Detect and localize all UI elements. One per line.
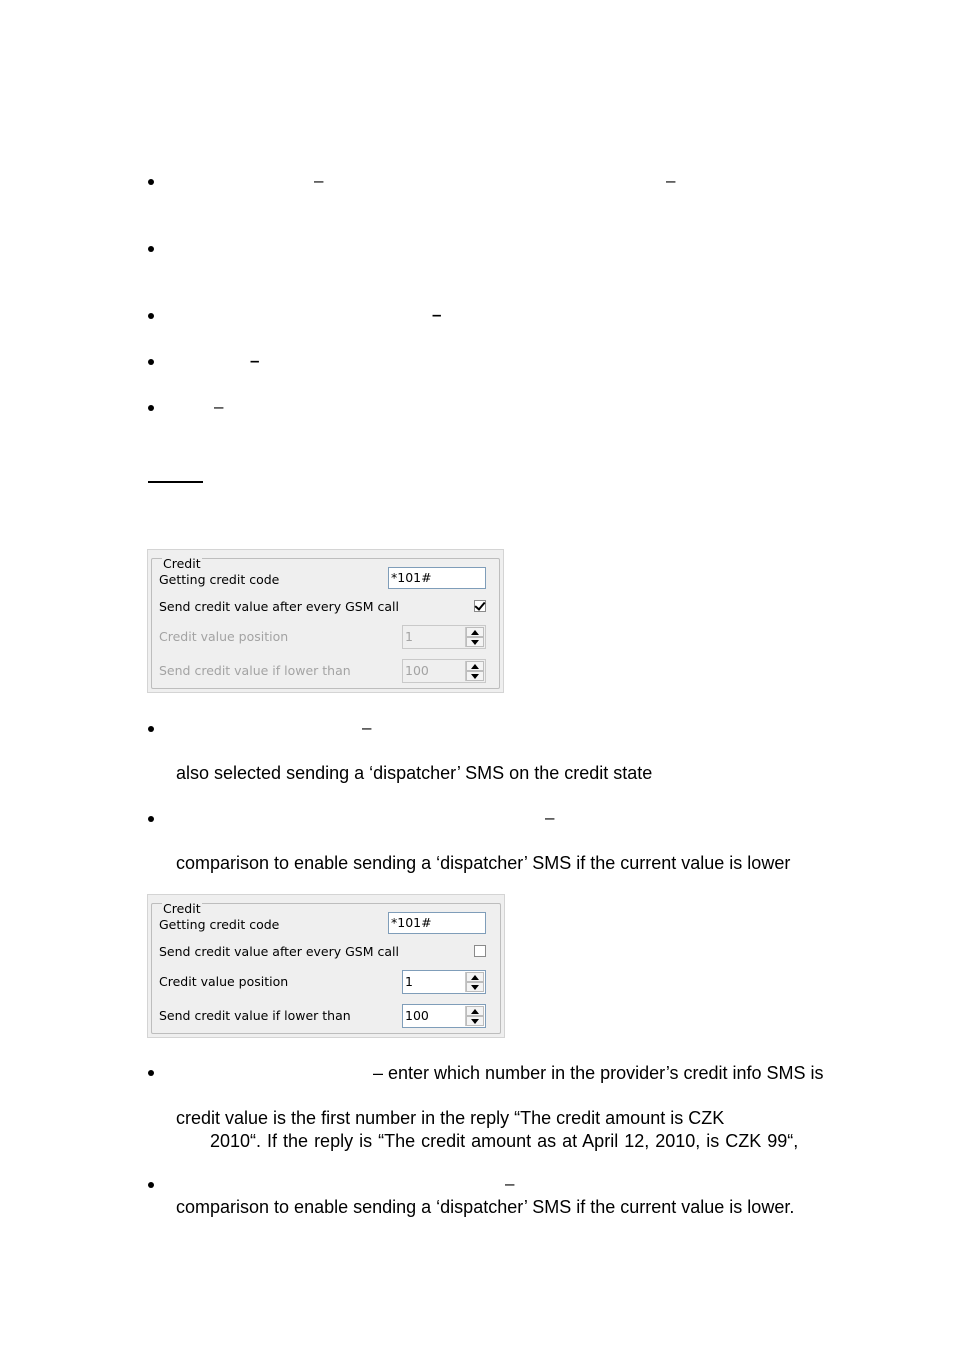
dash-mark: – <box>666 171 676 190</box>
lower-than-label: Send credit value if lower than <box>159 1008 351 1023</box>
check-mark-icon <box>474 599 485 611</box>
credit-position-spinner[interactable] <box>402 625 486 649</box>
credit-panel-1 <box>147 549 504 693</box>
credit-position-label: Credit value position <box>159 629 289 644</box>
bullet-dot <box>148 1070 154 1076</box>
paragraph-line: comparison to enable sending a ‘dispatcher’ SMS if the current value is lower. <box>176 1197 795 1217</box>
paragraph-line: comparison to enable sending a ‘dispatcher’ SMS if the current value is lower <box>176 853 791 873</box>
dash-mark: – <box>432 305 442 324</box>
lower-than-spinner[interactable] <box>402 659 486 683</box>
spinner-up-arrow-icon[interactable] <box>466 972 484 982</box>
section-heading-underline <box>148 481 203 483</box>
paragraph-line: credit value is the first number in the reply “The credit amount is CZK <box>176 1108 725 1128</box>
credit-position-label: Credit value position <box>159 974 289 989</box>
bullet-dot <box>148 246 154 252</box>
spinner-down-arrow-icon[interactable] <box>466 982 484 992</box>
spinner-up-arrow-icon[interactable] <box>466 1006 484 1016</box>
credit-code-label: Getting credit code <box>159 572 280 587</box>
spinner-up-arrow-icon[interactable] <box>466 661 484 671</box>
dash-mark: – <box>545 808 555 827</box>
groupbox-legend: Credit <box>163 901 201 916</box>
dash-mark: – <box>214 397 224 416</box>
spinner-down-arrow-icon[interactable] <box>466 1016 484 1026</box>
paragraph-line: – enter which number in the provider’s credit info SMS is <box>373 1063 824 1083</box>
lower-than-spinner[interactable] <box>402 1004 486 1028</box>
spinner-up-arrow-icon[interactable] <box>466 627 484 637</box>
dash-mark: – <box>362 718 372 737</box>
paragraph-line: 2010“. If the reply is “The credit amount as at April 12, 2010, is CZK 99“, <box>210 1131 799 1151</box>
credit-code-label: Getting credit code <box>159 917 280 932</box>
spinner-value: 100 <box>405 663 429 678</box>
credit-code-input[interactable]: *101# <box>388 567 486 589</box>
dash-mark: – <box>250 351 260 370</box>
bullet-dot <box>148 1182 154 1188</box>
bullet-dot <box>148 313 154 319</box>
dash-mark: – <box>314 171 324 190</box>
credit-position-spinner[interactable] <box>402 970 486 994</box>
bullet-dot <box>148 726 154 732</box>
send-after-call-checkbox[interactable] <box>474 600 486 612</box>
paragraph-line: also selected sending a ‘dispatcher’ SMS on the credit state <box>176 763 653 783</box>
spinner-down-arrow-icon[interactable] <box>466 671 484 681</box>
credit-code-input[interactable]: *101# <box>388 912 486 934</box>
spinner-buttons <box>465 661 484 681</box>
dash-mark: – <box>505 1174 515 1193</box>
bullet-dot <box>148 179 154 185</box>
spinner-value: 100 <box>405 1008 429 1023</box>
bullet-dot <box>148 359 154 365</box>
spinner-value: 1 <box>405 974 413 989</box>
send-after-call-checkbox[interactable] <box>474 945 486 957</box>
spinner-value: 1 <box>405 629 413 644</box>
spinner-buttons <box>465 1006 484 1026</box>
send-after-call-label: Send credit value after every GSM call <box>159 944 399 959</box>
spinner-buttons <box>465 627 484 647</box>
credit-panel-2 <box>147 894 505 1038</box>
groupbox-legend: Credit <box>163 556 201 571</box>
spinner-down-arrow-icon[interactable] <box>466 637 484 647</box>
lower-than-label: Send credit value if lower than <box>159 663 351 678</box>
spinner-buttons <box>465 972 484 992</box>
send-after-call-label: Send credit value after every GSM call <box>159 599 399 614</box>
bullet-dot <box>148 816 154 822</box>
bullet-dot <box>148 405 154 411</box>
